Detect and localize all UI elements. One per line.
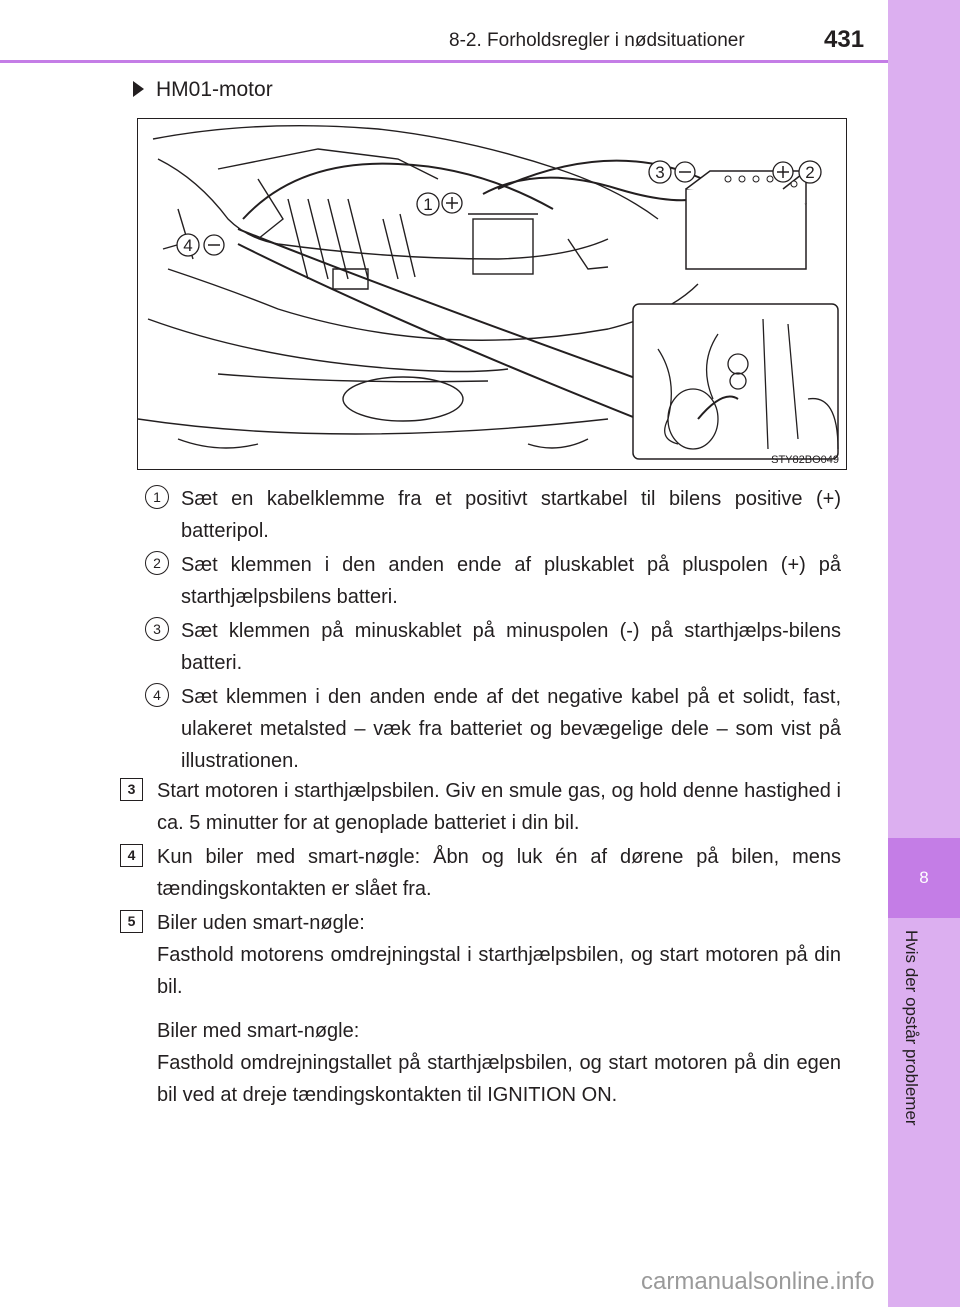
watermark: carmanualsonline.info bbox=[641, 1268, 875, 1295]
step-text bbox=[157, 775, 841, 839]
callout-3: 3 bbox=[655, 163, 665, 182]
triangle-bullet-icon bbox=[133, 81, 144, 97]
step-text bbox=[157, 907, 841, 1111]
step-text bbox=[157, 841, 841, 905]
subheading-text: HM01-motor bbox=[156, 78, 273, 101]
page-number: 431 bbox=[824, 26, 865, 53]
substep-number: 3 bbox=[145, 617, 169, 641]
callout-1: 1 bbox=[423, 195, 433, 214]
header-rule bbox=[0, 60, 888, 63]
substep-number: 1 bbox=[145, 485, 169, 509]
step-paragraph: Fasthold motorens omdrejningstal i starthjælpsbilen, og start motoren på din bil. bbox=[157, 944, 841, 998]
substep-text: Sæt klemmen i den anden ende af pluskablet på pluspolen (+) på starthjælpsbilens batteri. bbox=[181, 554, 841, 608]
substep-number: 2 bbox=[145, 551, 169, 575]
step-paragraph: Start motoren i starthjælpsbilen. Giv en smule gas, og hold denne hastighed i ca. 5 minutter for at genoplade batteriet i din bil. bbox=[157, 780, 841, 834]
step-number: 3 bbox=[120, 778, 143, 801]
section-title: 8-2. Forholdsregler i nødsituationer bbox=[449, 30, 745, 51]
callout-4: 4 bbox=[183, 236, 193, 255]
engine-illustration bbox=[137, 118, 847, 470]
substep-text: Sæt klemmen i den anden ende af det negative kabel på et solidt, fast, ulakeret metalsted – væk fra batteriet og bevægelige dele – som vist på illustrationen. bbox=[181, 686, 841, 772]
chapter-number-tab: 8 bbox=[888, 838, 960, 918]
step-paragraph: Biler uden smart-nøgle: bbox=[157, 912, 365, 934]
step-paragraph: Biler med smart-nøgle: bbox=[157, 1020, 360, 1042]
step-number: 4 bbox=[120, 844, 143, 867]
chapter-title: Hvis der opstår problemer bbox=[902, 930, 921, 1126]
substep-number: 4 bbox=[145, 683, 169, 707]
step-number: 5 bbox=[120, 910, 143, 933]
subheading bbox=[133, 78, 273, 102]
callout-2: 2 bbox=[805, 163, 815, 182]
substep-text: Sæt en kabelklemme fra et positivt startkabel til bilens positive (+) batteripol. bbox=[181, 488, 841, 542]
step-paragraph: Kun biler med smart-nøgle: Åbn og luk én af dørene på bilen, mens tændingskontakten er slået fra. bbox=[157, 846, 841, 900]
step-paragraph: Fasthold omdrejningstallet på starthjælpsbilen, og start motoren på din egen bil ved at dreje tændingskontakten til IGNITION ON. bbox=[157, 1052, 841, 1106]
engine-drawing bbox=[138, 119, 847, 470]
figure-code: STY82BO049 bbox=[771, 454, 839, 466]
substep-text: Sæt klemmen på minuskablet på minuspolen (-) på starthjælps-bilens batteri. bbox=[181, 620, 841, 674]
